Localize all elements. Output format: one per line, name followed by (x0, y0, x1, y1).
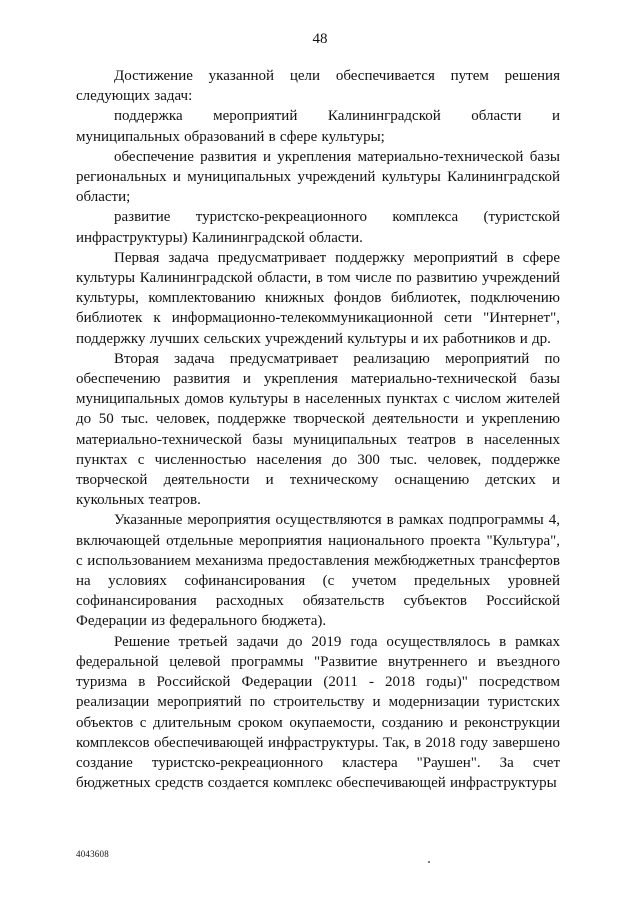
paragraph-goal-intro: Достижение указанной цели обеспечивается путем решения следующих задач: (76, 68, 560, 105)
paragraph-task-2: обеспечение развития и укрепления материально-технической базы региональных и муниципальных учреждений культуры Калининградской области; (76, 148, 560, 206)
footer-document-code: 4043608 (76, 849, 109, 859)
paragraph-third-task: Решение третьей задачи до 2019 года осуществлялось в рамках федеральной целевой программы "Развитие внутреннего и въездного туризма в Российской Федерации (2011 - 2018 годы)" посредством реализации мероприятий по строительству и модернизации туристских объектов с длительным сроком окупаемости, созданию и реконструкции комплексов обеспечивающей инфраструктуры. Так, в 2018 году завершено создание туристско-рекреационного кластера "Раушен". За счет бюджетных средств создается комплекс обеспечивающей инфраструктуры (76, 633, 560, 792)
paragraph-first-task: Первая задача предусматривает поддержку мероприятий в сфере культуры Калининградской области, в том числе по развитию учреждений культуры, комплектованию книжных фондов библиотек, подключению библиотек к информационно-телекоммуникационной сети "Интернет", поддержку лучших сельских учреждений культуры и их работников и др. (76, 249, 560, 347)
paragraph-task-1: поддержка мероприятий Калининградской области и муниципальных образований в сфере культуры; (76, 108, 560, 145)
paragraph-second-task: Вторая задача предусматривает реализацию мероприятий по обеспечению развития и укрепления материально-технической базы муниципальных домов культуры в населенных пунктах с числом жителей до 50 тыс. человек, поддержке творческой деятельности и укреплению материально-технической базы муниципальных театров в населенных пунктах с численностью населения до 300 тыс. человек, поддержке творческой деятельности и техническому оснащению детских и кукольных театров. (76, 350, 560, 509)
paragraph-task-3: развитие туристско-рекреационного комплекса (туристской инфраструктуры) Калининградской области. (76, 209, 560, 246)
document-body (76, 66, 560, 793)
scan-speck (428, 861, 430, 863)
page-number: 48 (312, 31, 328, 47)
paragraph-subprogram: Указанные мероприятия осуществляются в рамках подпрограммы 4, включающей отдельные мероприятия национального проекта "Культура", с использованием механизма предоставления межбюджетных трансфертов на условиях софинансирования (с учетом предельных уровней софинансирования расходных обязательств субъектов Российской Федерации из федерального бюджета). (76, 512, 560, 630)
